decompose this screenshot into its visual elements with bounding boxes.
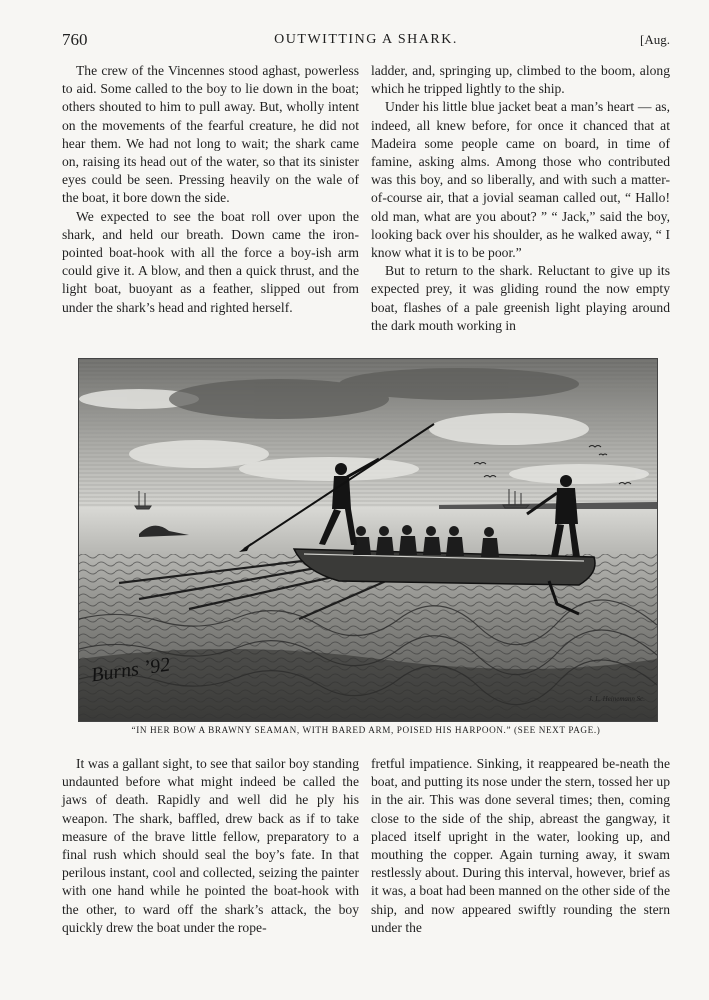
artist-signature: Burns ’92 — [89, 653, 172, 687]
running-title: OUTWITTING A SHARK. — [274, 32, 458, 47]
engraving-illustration — [78, 358, 658, 722]
paragraph: The crew of the Vincennes stood aghast, powerless to aid. Some called to the boy to lie down in the boat; others shouted to him to pull away. But, wholly intent on the movements of the fearful creature, he did not hear them. We had not long to wait; the shark came on, raising its head out of the water, so that its sinister eyes could be seen. Pressing heavily on the wale of the boat, it bore down the side. — [62, 63, 359, 206]
paragraph: Under his little blue jacket beat a man’s heart — as, indeed, all knew before, for once it chanced that at Madeira some people came on board, in time of famine, asking alms. Among those who contributed was this boy, and so liberally, and with such a matter-of-course air, that a jovial seaman called out, “ Hallo! old man, what are you about? ” “ Jack,” said the boy, looking back over his shoulder, as he walked away, “ I know what it is to be poor.” — [371, 99, 670, 261]
text-column-top-left — [62, 62, 359, 317]
text-column-bottom-left — [62, 755, 359, 937]
illustration-caption: “IN HER BOW A BRAWNY SEAMAN, WITH BARED ARM, POISED HIS HARPOON.” (SEE NEXT PAGE.) — [131, 725, 601, 735]
paragraph: fretful impatience. Sinking, it reappeared be-neath the boat, and putting its nose under the stern, tossed her up in the air. This was done several times; then, coming close to the side of the ship, abreast the gangway, it placed itself upright in the water, looking up, and mouthing the copper. Again turning away, it swam restlessly about. During this interval, however, brief as it was, a boat had been manned on the other side of the ship, and now appeared swiftly rounding the stern under the — [371, 756, 671, 935]
running-month: [Aug. — [640, 32, 670, 47]
engraver-signature: J. L. Heinemann Sc. — [588, 695, 645, 703]
paragraph: But to return to the shark. Reluctant to give up its expected prey, it was gliding round the now empty boat, flashes of a pale greenish light playing around the dark mouth working in — [371, 263, 670, 333]
paragraph: It was a gallant sight, to see that sailor boy standing undaunted before what might indeed be called the jaws of death. Rapidly and well did he ply his weapon. The shark, baffled, drew back as if to take measure of the brave little fellow, preparatory to a final rush which should seal the boy’s fate. In that perilous instant, cool and collected, seizing the painter with one hand while he pointed the boat-hook with the other, to ward off the shark’s attack, the boy quickly drew the boat under the rope- — [62, 756, 359, 935]
page-number: 760 — [62, 30, 88, 49]
paragraph: We expected to see the boat roll over upon the shark, and held our breath. Down came the iron-pointed boat-hook with all the force a boy-ish arm could give it. A blow, and then a quick thrust, and the light boat, buoyant as a feather, slipped out from under the shark’s head and righted herself. — [62, 208, 359, 315]
paragraph: ladder, and, springing up, climbed to the boom, along which he tripped lightly to the ship. — [371, 63, 670, 97]
text-column-top-right — [371, 62, 670, 335]
running-header — [62, 30, 670, 54]
text-column-bottom-right — [371, 755, 670, 937]
